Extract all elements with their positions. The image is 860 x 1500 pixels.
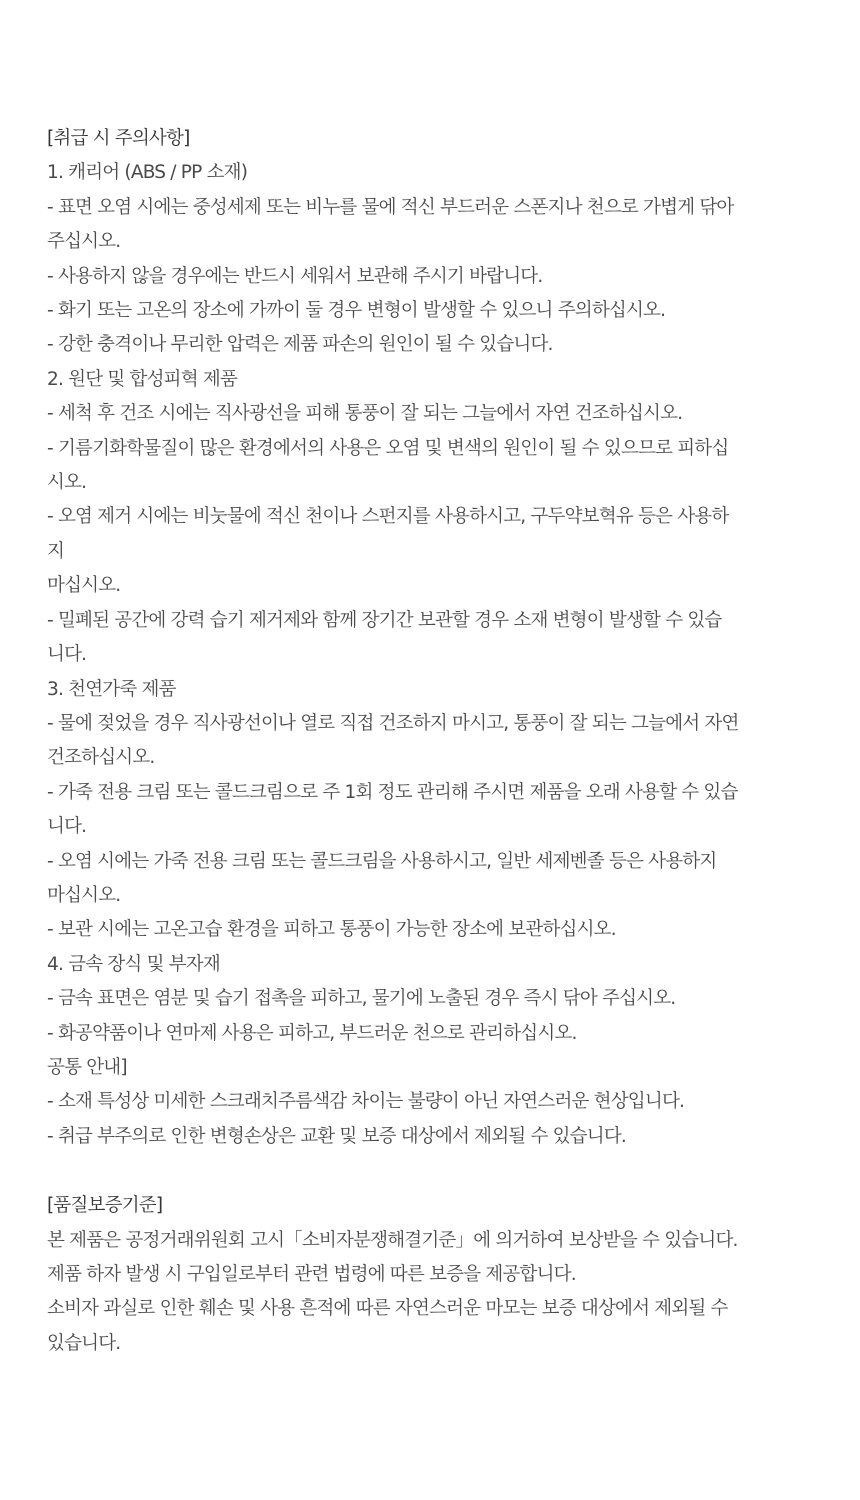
text-line: 시오. xyxy=(47,472,87,494)
text-line: 본 제품은 공정거래위원회 고시「소비자분쟁해결기준」에 의거하여 보상받을 수 있습니다. xyxy=(47,1229,738,1251)
metal-parts-subheading: 4. 금속 장식 및 부자재 xyxy=(47,953,220,975)
natural-leather-subheading: 3. 천연가죽 제품 xyxy=(47,678,176,700)
text-line: - 사용하지 않을 경우에는 반드시 세워서 보관해 주시기 바랍니다. xyxy=(47,265,543,287)
text-line: - 강한 충격이나 무리한 압력은 제품 파손의 원인이 될 수 있습니다. xyxy=(47,334,553,356)
notice-content xyxy=(47,122,807,1361)
handling-precautions-section xyxy=(47,122,807,1154)
text-line: - 기름기화학물질이 많은 환경에서의 사용은 오염 및 변색의 원인이 될 수 있으므로 피하십 xyxy=(47,437,729,459)
text-line: - 오염 시에는 가죽 전용 크림 또는 콜드크림을 사용하시고, 일반 세제벤졸 등은 사용하지 xyxy=(47,850,717,872)
carrier-subheading: 1. 캐리어 (ABS / PP 소재) xyxy=(47,162,248,184)
text-line: - 화기 또는 고온의 장소에 가까이 둘 경우 변형이 발생할 수 있으니 주의하십시오. xyxy=(47,300,666,322)
text-line: - 밀폐된 공간에 강력 습기 제거제와 함께 장기간 보관할 경우 소재 변형이 발생할 수 있습 xyxy=(47,609,722,631)
text-line: - 소재 특성상 미세한 스크래치주름색감 차이는 불량이 아닌 자연스러운 현상입니다. xyxy=(47,1091,685,1113)
text-line: - 가죽 전용 크림 또는 콜드크림으로 주 1회 정도 관리해 주시면 제품을 오래 사용할 수 있습 xyxy=(47,781,738,803)
text-line: - 물에 젖었을 경우 직사광선이나 열로 직접 건조하지 마시고, 통풍이 잘 되는 그늘에서 자연 xyxy=(47,712,739,734)
quality-warranty-section xyxy=(47,1189,807,1361)
text-line: - 화공약품이나 연마제 사용은 피하고, 부드러운 천으로 관리하십시오. xyxy=(47,1022,577,1044)
text-line: 니다. xyxy=(47,644,87,666)
common-notice-subheading: 공통 안내] xyxy=(47,1056,127,1078)
text-line: 니다. xyxy=(47,816,87,838)
text-line: 마십시오. xyxy=(47,575,121,597)
text-line: 마십시오. xyxy=(47,884,121,906)
text-line: 제품 하자 발생 시 구입일로부터 관련 법령에 따른 보증을 제공합니다. xyxy=(47,1264,576,1285)
text-line: 있습니다. xyxy=(47,1332,121,1354)
fabric-leather-subheading: 2. 원단 및 합성피혁 제품 xyxy=(47,368,238,390)
text-line: - 보관 시에는 고온고습 환경을 피하고 통풍이 가능한 장소에 보관하십시오. xyxy=(47,919,616,941)
handling-precautions-title: [취급 시 주의사항] xyxy=(47,128,190,149)
text-line: - 취급 부주의로 인한 변형손상은 교환 및 보증 대상에서 제외될 수 있습니다. xyxy=(47,1125,626,1147)
text-line: - 세척 후 건조 시에는 직사광선을 피해 통풍이 잘 되는 그늘에서 자연 건조하십시오. xyxy=(47,403,683,425)
text-line: 주십시오. xyxy=(47,231,121,253)
text-line: 소비자 과실로 인한 훼손 및 사용 흔적에 따른 자연스러운 마모는 보증 대상에서 제외될 수 xyxy=(47,1298,728,1320)
quality-warranty-title: [품질보증기준] xyxy=(47,1195,163,1217)
text-line: - 오염 제거 시에는 비눗물에 적신 천이나 스펀지를 사용하시고, 구두약보혁유 등은 사용하 xyxy=(47,506,729,528)
text-line: - 표면 오염 시에는 중성세제 또는 비누를 물에 적신 부드러운 스폰지나 천으로 가볍게 닦아 xyxy=(47,196,734,218)
text-line: 지 xyxy=(47,540,65,562)
text-line: 건조하십시오. xyxy=(47,747,155,769)
text-line: - 금속 표면은 염분 및 습기 접촉을 피하고, 물기에 노출된 경우 즉시 닦아 주십시오. xyxy=(47,988,676,1010)
